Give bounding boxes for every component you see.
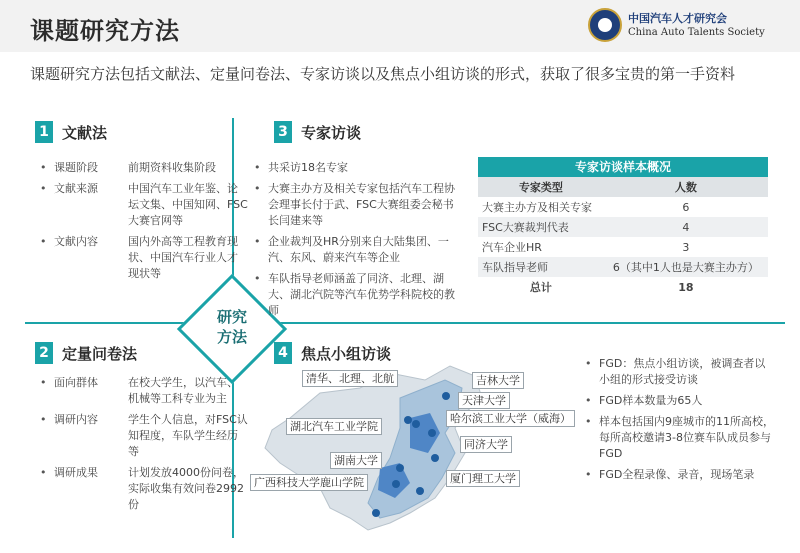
detail-value: 前期资料收集阶段 (128, 161, 216, 174)
china-map (250, 358, 570, 538)
detail-key: • 调研成果 (40, 465, 128, 513)
detail-row (40, 181, 248, 229)
detail-key: • 面向群体 (40, 375, 128, 407)
detail-value: 国内外高等工程教育现状、中国汽车行业人才现状等 (128, 235, 238, 280)
total-label: 总计 (529, 281, 552, 294)
list-item: • 企业裁判及HR分别来自大陆集团、一汽、东风、蔚来汽车等企业 (254, 234, 464, 266)
section-title: 专家访谈 (301, 123, 362, 142)
detail-row (40, 234, 248, 282)
list-item: • 样本包括国内9座城市的11所高校，每所高校邀请3-8位赛车队成员参与FGD (585, 414, 775, 462)
table-total-row (478, 277, 768, 297)
list-item: • 大赛主办方及相关专家包括汽车工程协会理事长付于武、FSC大赛组委会秘书长闫建来等 (254, 181, 464, 229)
cell-type: 汽车企业HR (482, 241, 542, 254)
section-title: 定量问卷法 (62, 344, 138, 363)
section-number: 1 (35, 121, 53, 143)
table-row (478, 257, 768, 277)
table-row (478, 237, 768, 257)
expert-sample-table (478, 157, 768, 297)
title-bar (0, 0, 800, 52)
logo-name-cn: 中国汽车人才研究会 (628, 12, 727, 25)
detail-key: • 调研内容 (40, 412, 128, 460)
detail-value: 学生个人信息，对FSC认知程度，车队学生经历等 (128, 413, 248, 458)
detail-row (40, 160, 248, 176)
list-item: • FGD：焦点小组访谈，被调查者以小组的形式接受访谈 (585, 356, 775, 388)
expert-bullets (254, 160, 464, 324)
map-label: 湖南大学 (330, 452, 382, 469)
section-questionnaire-header (35, 342, 137, 364)
table-caption: 专家访谈样本概况 (478, 157, 768, 177)
detail-row (40, 375, 248, 407)
logo-emblem-icon (588, 8, 622, 42)
cell-type: FSC大赛裁判代表 (478, 217, 604, 237)
detail-key: • 文献内容 (40, 234, 128, 282)
society-logo (588, 8, 788, 44)
section-literature-header (35, 121, 107, 143)
literature-details (40, 160, 248, 287)
map-label: 天津大学 (458, 392, 510, 409)
map-label: 吉林大学 (472, 372, 524, 389)
center-label-text: 研究方法 (216, 308, 247, 346)
cell-count: 6 (682, 200, 690, 214)
cell-type: 车队指导老师 (478, 257, 604, 277)
column-header-count: 人数 (604, 177, 768, 197)
detail-value: 在校大学生，以汽车、机械等工科专业为主 (128, 376, 238, 405)
list-item: • 车队指导老师涵盖了同济、北理、湖大、湖北汽院等汽车优势学科院校的教师 (254, 271, 464, 319)
table-row (478, 197, 768, 217)
section-title: 焦点小组访谈 (301, 344, 392, 363)
list-item: • FGD样本数量为65人 (585, 393, 775, 409)
map-label: 同济大学 (460, 436, 512, 453)
detail-row (40, 412, 248, 460)
map-label: 广西科技大学鹿山学院 (250, 474, 368, 491)
section-number: 4 (274, 342, 292, 364)
detail-row (40, 465, 248, 513)
cell-type: 大赛主办方及相关专家 (482, 201, 592, 214)
section-number: 3 (274, 121, 292, 143)
cell-count: 6（其中1人也是大赛主办方） (604, 257, 768, 277)
detail-value: 中国汽车工业年鉴、论坛文集、中国知网、FSC大赛官网等 (128, 182, 248, 227)
cell-count: 4 (604, 217, 768, 237)
section-number: 2 (35, 342, 53, 364)
column-header-type: 专家类型 (478, 177, 604, 197)
detail-value: 计划发放4000份问卷，实际收集有效问卷2992份 (128, 466, 244, 511)
section-title: 文献法 (62, 123, 108, 142)
map-label: 清华、北理、北航 (302, 370, 398, 387)
detail-key: • 文献来源 (40, 181, 128, 229)
table-row (478, 217, 768, 237)
focus-bullets (585, 356, 775, 488)
questionnaire-details (40, 375, 248, 518)
list-item: • 共采访18名专家 (254, 160, 464, 176)
map-label: 湖北汽车工业学院 (286, 418, 382, 435)
list-item: • FGD全程录像、录音，现场笔录 (585, 467, 775, 483)
map-label: 厦门理工大学 (446, 470, 520, 487)
cell-count: 3 (682, 240, 690, 254)
section-expert-header (274, 121, 361, 143)
intro-text: 课题研究方法包括文献法、定量问卷法、专家访谈以及焦点小组访谈的形式，获取了很多宝贵的第一手资料 (30, 65, 736, 83)
logo-name-en: China Auto Talents Society (628, 27, 765, 38)
total-value: 18 (678, 280, 694, 294)
table-header-row (478, 177, 768, 197)
detail-key: • 课题阶段 (40, 160, 128, 176)
page-title: 课题研究方法 (30, 17, 180, 45)
map-label: 哈尔滨工业大学（威海） (446, 410, 575, 427)
